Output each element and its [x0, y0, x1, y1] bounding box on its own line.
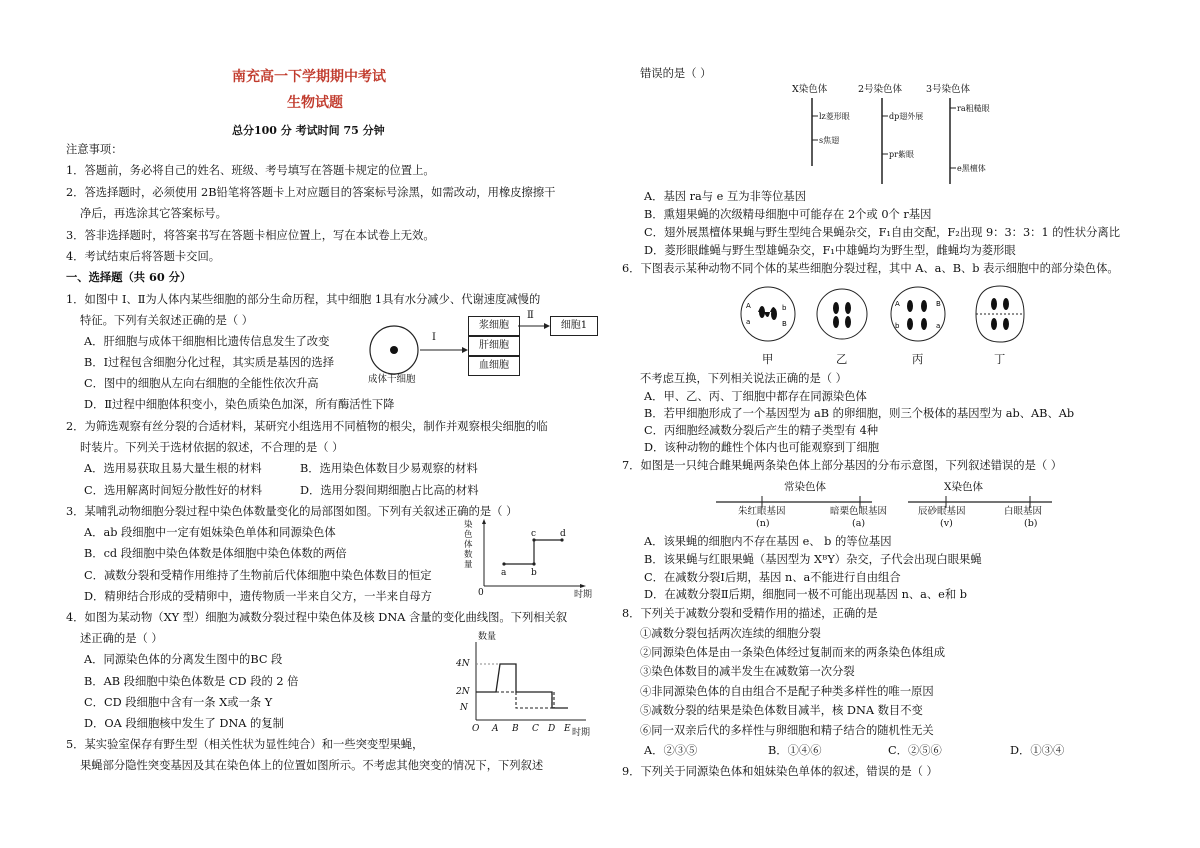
option-line: B．AB 段细胞中染色体数是 CD 段的 2 倍 [84, 675, 299, 688]
subject-title: 生物试题 [287, 95, 343, 111]
cell-ding [976, 286, 1024, 342]
y-axis-label: 数量 [478, 632, 497, 642]
figure-dna-content-chart [446, 632, 596, 738]
symbol-v: (v) [940, 518, 953, 529]
box-liver-cell: 肝细胞 [468, 336, 520, 356]
gene-vermilion: 朱红眼基因 [738, 506, 786, 517]
symbol-b: (b) [1024, 518, 1038, 529]
option-line: D．该种动物的雌性个体内也可能观察到丁细胞 [644, 441, 879, 454]
notice-heading: 注意事项： [66, 143, 123, 156]
gene-cinnabar: 辰砂眼基因 [918, 506, 966, 517]
x-axis-label: 时期 [572, 728, 591, 738]
x-chromosome-label: X染色体 [944, 481, 983, 493]
box-blood-cell: 血细胞 [468, 356, 520, 376]
notice-item: 1．答题前，务必将自己的姓名、班级、考号填写在答题卡规定的位置上。 [66, 164, 435, 177]
question-line: 8．下列关于减数分裂和受精作用的描述，正确的是 [622, 607, 878, 620]
option-line: D．选用分裂间期细胞占比高的材料 [300, 484, 479, 497]
option-line: D．Ⅱ过程中细胞体积变小，染色质染色加深，所有酶活性下降 [84, 398, 395, 411]
step-line [504, 540, 562, 564]
option-line: C．丙细胞经减数分裂后产生的精子类型有 4种 [644, 424, 879, 437]
option-line: B．cd 段细胞中染色体数是体细胞中染色体数的两倍 [84, 547, 347, 560]
option-line: D．菱形眼雌蝇与野生型雄蝇杂交，F₁中雄蝇均为野生型，雌蝇均为菱形眼 [644, 244, 1016, 257]
option-line: D．精卵结合形成的受精卵中，遗传物质一半来自父方，一半来自母方 [84, 590, 432, 603]
option-line: A．肝细胞与成体干细胞相比遗传信息发生了改变 [84, 335, 330, 348]
y-tick-4n: 4N [456, 659, 470, 669]
x-chromosome-label: X染色体 [792, 84, 828, 95]
figure-gene-positions [712, 476, 1052, 532]
option-line: A．选用易获取且易大量生根的材料 [84, 462, 262, 475]
option-line: C．翅外展黑檀体果蝇与野生型纯合果蝇杂交，F₁自由交配，F₂出现 9：3：3：1 的性状分离比 [644, 226, 1121, 239]
point-d: d [560, 529, 566, 539]
statement-line: ③染色体数目的减半发生在减数第一次分裂 [640, 665, 855, 678]
question-line: 5．某实验室保存有野生型（相关性状为显性纯合）和一些突变型果蝇， [66, 738, 424, 751]
option-line: B．若甲细胞形成了一个基因型为 aB 的卵细胞，则三个极体的基因型为 ab、AB、Ab [644, 407, 1075, 420]
question-line: 不考虑互换，下列相关说法正确的是（ ） [640, 372, 847, 385]
option-line: C．在减数分裂Ⅰ后期，基因 n、a不能进行自由组合 [644, 571, 901, 584]
x-tick-a: A [492, 724, 499, 734]
statement-line: ①减数分裂包括两次连续的细胞分裂 [640, 627, 821, 640]
x-tick-b: B [512, 724, 519, 734]
question-line: 果蝇部分隐性突变基因及其在染色体上的位置如图所示。不考虑其他突变的情况下，下列叙述 [80, 759, 544, 772]
arrow-2-label: Ⅱ [527, 310, 534, 321]
svg-text:A: A [746, 302, 751, 310]
option-line: B．该果蝇与红眼果蝇（基因型为 XᴮY）杂交，子代会出现白眼果蝇 [644, 553, 982, 566]
option-line: B．①④⑥ [768, 744, 822, 757]
symbol-a: (a) [852, 518, 866, 529]
arrow-1-label: Ⅰ [432, 332, 436, 343]
option-line: C．选用解离时间短分散性好的材料 [84, 484, 263, 497]
point-c: c [531, 529, 537, 539]
cell-label-jia: 甲 [762, 353, 774, 366]
box-plasma-cell: 浆细胞 [468, 316, 520, 336]
option-line: C．图中的细胞从左向右细胞的全能性依次升高 [84, 377, 319, 390]
stem-cell-label: 成体干细胞 [368, 374, 416, 385]
svg-text:A: A [895, 300, 900, 308]
nucleus-dot [390, 346, 398, 354]
option-line: A．该果蝇的细胞内不存在基因 e、 b 的等位基因 [644, 535, 892, 548]
question-line: 时装片。下列关于选材依据的叙述，不合理的是（ ） [80, 441, 344, 454]
option-line: A．基因 ra与 e 互为非等位基因 [644, 190, 807, 203]
notice-item: 3．答非选择题时，将答案书写在答题卡相应位置上，写在本试卷上无效。 [66, 229, 435, 242]
notice-item: 净后，再选涂其它答案标号。 [80, 207, 227, 220]
option-line: A．甲、乙、丙、丁细胞中都存在同源染色体 [644, 390, 867, 403]
gene-e: e黑檀体 [957, 164, 986, 173]
cell-bing [891, 287, 945, 341]
svg-text:b: b [782, 304, 787, 312]
notice-item: 2．答选择题时，必须使用 2B铅笔将答题卡上对应题目的答案标号涂黑，如需改动，用橡皮擦擦干 [66, 186, 556, 199]
y-axis-label: 染色体数量 [464, 520, 473, 570]
x-tick-d: D [548, 724, 556, 734]
option-line: B．熏翅果蝇的次级精母细胞中可能存在 2个或 0个 r基因 [644, 208, 932, 221]
question-line: 7．如图是一只纯合雌果蝇两条染色体上部分基因的分布示意图，下列叙述错误的是（ ） [622, 459, 1063, 472]
gene-lz: lz菱形眼 [819, 112, 850, 121]
option-line: C．②⑤⑥ [888, 744, 942, 757]
gene-s: s焦翅 [819, 136, 840, 145]
option-line: A．同源染色体的分离发生图中的BC 段 [84, 653, 283, 666]
question-line: 2．为筛选观察有丝分裂的合适材料，某研究小组选用不同植物的根尖，制作并观察根尖细胞的临 [66, 420, 548, 433]
point-b: b [531, 568, 537, 578]
x-axis-label: 时期 [574, 590, 593, 600]
option-line: C．减数分裂和受精作用维持了生物前后代体细胞中染色体数目的恒定 [84, 569, 432, 582]
question-line: 3．某哺乳动物细胞分裂过程中染色体数量变化的局部图如图。下列有关叙述正确的是（ ） [66, 505, 518, 518]
option-line: D．在减数分裂Ⅱ后期，细胞同一极不可能出现基因 n、a、e和 b [644, 588, 967, 601]
gene-white: 白眼基因 [1004, 506, 1043, 517]
figure-chromosome-step-chart [462, 518, 592, 598]
chromosome-3-label: 3号染色体 [926, 84, 971, 95]
option-line: D．OA 段细胞核中发生了 DNA 的复制 [84, 717, 284, 730]
svg-text:B: B [782, 320, 787, 328]
exam-title: 南充高一下学期期中考试 [232, 69, 386, 85]
origin-label: 0 [478, 588, 484, 598]
autosome-label: 常染色体 [784, 481, 826, 493]
x-tick-o: O [472, 724, 480, 734]
figure-gene-map [792, 80, 992, 190]
question-line: 6．下图表示某种动物不同个体的某些细胞分裂过程，其中 A、a、B、b 表示细胞中的部分染色体。 [622, 262, 1119, 275]
option-line: C．CD 段细胞中含有一条 X或一条 Y [84, 696, 273, 709]
gene-maroon: 暗栗色眼基因 [830, 506, 888, 517]
chromosome-2-label: 2号染色体 [858, 84, 903, 95]
statement-line: ②同源染色体是由一条染色体经过复制而来的两条染色体组成 [640, 646, 946, 659]
chromosome-line [476, 692, 568, 708]
option-line: D．①③④ [1010, 744, 1065, 757]
exam-meta: 总分100 分 考试时间 75 分钟 [232, 124, 385, 137]
option-line: A．ab 段细胞中一定有姐妹染色单体和同源染色体 [84, 526, 336, 539]
section-heading: 一、选择题（共 60 分） [66, 270, 192, 284]
gene-pr: pr紫眼 [889, 150, 914, 159]
notice-item: 4．考试结束后将答题卡交回。 [66, 250, 221, 263]
statement-line: ④非同源染色体的自由组合不是配子种类多样性的唯一原因 [640, 685, 934, 698]
svg-text:a: a [746, 318, 751, 326]
option-line: B．选用染色体数目少易观察的材料 [300, 462, 478, 475]
svg-text:b: b [895, 322, 900, 330]
question-line: 错误的是（ ） [640, 67, 712, 80]
figure-cell-differentiation [362, 312, 602, 392]
x-tick-c: C [532, 724, 539, 734]
statement-line: ⑥同一双亲后代的多样性与卵细胞和精子结合的随机性无关 [640, 724, 934, 737]
point-a: a [501, 568, 507, 578]
gene-ra: ra粗糙眼 [957, 104, 990, 113]
svg-text:a: a [936, 322, 941, 330]
x-tick-e: E [564, 724, 571, 734]
option-line: B．Ⅰ过程包含细胞分化过程，其实质是基因的选择 [84, 356, 335, 369]
cell-label-bing: 丙 [912, 353, 924, 366]
dna-line [476, 664, 568, 708]
svg-text:B: B [936, 300, 941, 308]
cell-jia [741, 287, 795, 341]
option-line: A．②③⑤ [644, 744, 698, 757]
symbol-n: (n) [756, 518, 770, 529]
question-line: 特征。下列有关叙述正确的是（ ） [80, 314, 254, 327]
y-tick-2n: 2N [456, 687, 470, 697]
cell-label-ding: 丁 [994, 353, 1006, 366]
question-line: 4．如图为某动物（XY 型）细胞为减数分裂过程中染色体及核 DNA 含量的变化曲线图。下列相关叙 [66, 611, 568, 624]
question-line: 9．下列关于同源染色体和姐妹染色单体的叙述，错误的是（ ） [622, 765, 938, 778]
box-cell-1: 细胞1 [550, 316, 598, 336]
question-line: 1．如图中 Ⅰ、Ⅱ为人体内某些细胞的部分生命历程，其中细胞 1具有水分减少、代谢速度减慢的 [66, 293, 541, 306]
gene-dp: dp翅外展 [889, 112, 924, 121]
statement-line: ⑤减数分裂的结果是染色体数目减半，核 DNA 数目不变 [640, 704, 923, 717]
question-line: 述正确的是（ ） [80, 632, 163, 645]
y-tick-n: N [460, 703, 468, 713]
cell-yi [817, 289, 867, 339]
cell-label-yi: 乙 [836, 353, 848, 366]
figure-dividing-cells [740, 282, 1040, 372]
